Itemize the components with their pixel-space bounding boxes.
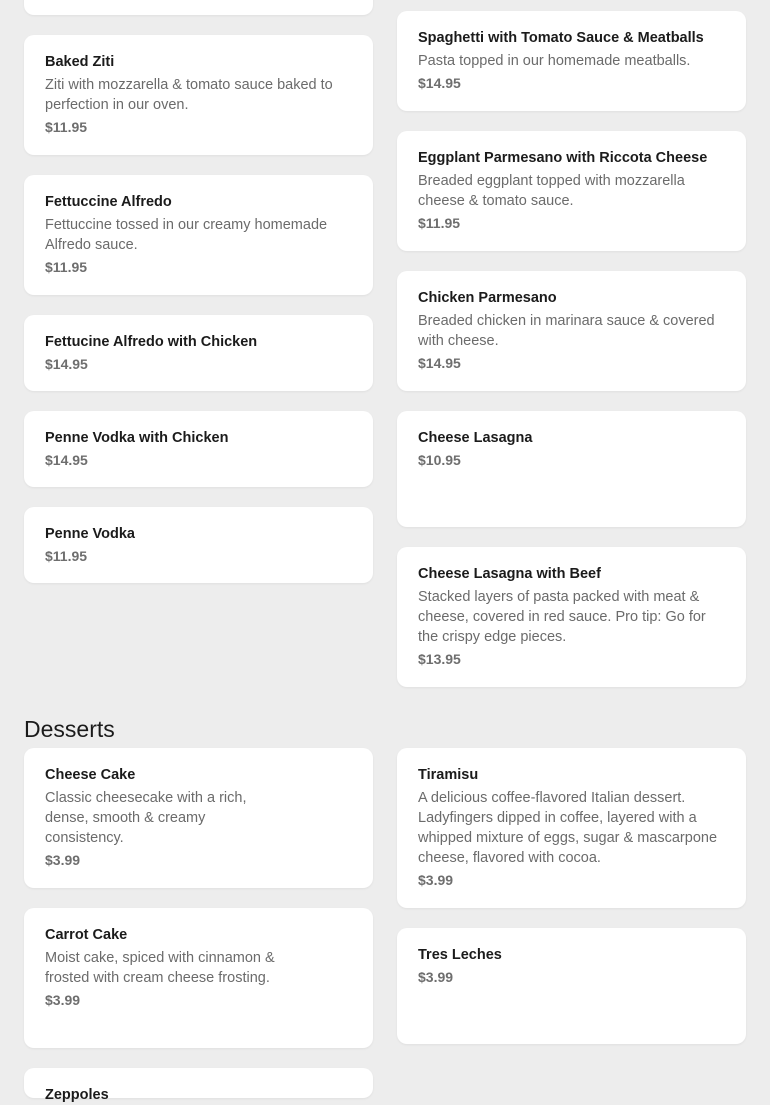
item-price: $11.95	[45, 548, 88, 564]
item-name: Zeppoles	[45, 1087, 109, 1103]
menu-item-baked-ziti[interactable]	[24, 35, 373, 155]
item-name: Eggplant Parmesano with Riccota Cheese	[418, 150, 708, 166]
item-description: Ziti with mozzarella & tomato sauce baked to perfection in our oven.	[45, 77, 333, 113]
item-description: A delicious coffee-flavored Italian dessert. Ladyfingers dipped in coffee, layered with a whipped mixture of eggs, sugar & mascarpone cheese, flavored with cocoa.	[418, 790, 718, 866]
item-price: $14.95	[418, 75, 461, 91]
item-price: $10.95	[418, 452, 461, 468]
item-name: Carrot Cake	[45, 927, 128, 943]
item-price: $3.99	[45, 992, 81, 1008]
section-title-desserts: Desserts	[24, 716, 115, 742]
menu-item-carrot-cake[interactable]	[24, 908, 373, 1048]
item-description: Breaded chicken in marinara sauce & covered with cheese.	[418, 313, 715, 349]
item-name: Spaghetti with Tomato Sauce & Meatballs	[418, 30, 704, 46]
item-price: $13.95	[418, 651, 461, 667]
item-price: $3.99	[418, 969, 454, 985]
item-price: $14.95	[418, 355, 461, 371]
item-description: Pasta topped in our homemade meatballs.	[418, 53, 691, 69]
menu-item-tiramisu[interactable]	[397, 748, 746, 908]
item-description: Moist cake, spiced with cinnamon & frosted with cream cheese frosting.	[45, 950, 275, 986]
item-price: $14.95	[45, 356, 88, 372]
item-name: Cheese Lasagna with Beef	[418, 566, 601, 582]
item-name: Chicken Parmesano	[418, 290, 557, 306]
item-price: $11.95	[418, 215, 461, 231]
menu-item-card[interactable]	[24, 0, 373, 15]
item-name: Baked Ziti	[45, 54, 115, 70]
menu-item-cheese-lasagna-beef[interactable]	[397, 547, 746, 687]
item-description: Breaded eggplant topped with mozzarella cheese & tomato sauce.	[418, 173, 685, 209]
menu-item-zeppoles[interactable]	[24, 1068, 373, 1103]
item-name: Penne Vodka	[45, 526, 135, 542]
item-price: $11.95	[45, 259, 88, 275]
item-name: Fettucine Alfredo with Chicken	[45, 334, 258, 350]
item-price: $14.95	[45, 452, 88, 468]
menu-item-tres-leches[interactable]	[397, 928, 746, 1044]
menu-item-cheese-cake[interactable]	[24, 748, 373, 888]
item-description: Stacked layers of pasta packed with meat & cheese, covered in red sauce. Pro tip: Go for the crispy edge pieces.	[418, 589, 706, 645]
menu-item-fettucine-alfredo-chicken[interactable]	[24, 315, 373, 391]
item-price: $3.99	[45, 852, 81, 868]
menu-item-chicken-parmesano[interactable]	[397, 271, 746, 391]
item-description: Fettuccine tossed in our creamy homemade Alfredo sauce.	[45, 217, 328, 253]
item-price: $11.95	[45, 119, 88, 135]
item-name: Cheese Lasagna	[418, 430, 533, 446]
menu-item-eggplant-parmesano[interactable]	[397, 131, 746, 251]
menu-item-penne-vodka[interactable]	[24, 507, 373, 583]
item-name: Fettuccine Alfredo	[45, 194, 172, 210]
item-name: Penne Vodka with Chicken	[45, 430, 229, 446]
item-name: Tres Leches	[418, 947, 502, 963]
menu-item-fettuccine-alfredo[interactable]	[24, 175, 373, 295]
item-name: Tiramisu	[418, 767, 479, 783]
menu-item-spaghetti-meatballs[interactable]	[397, 11, 746, 111]
menu-item-penne-vodka-chicken[interactable]	[24, 411, 373, 487]
item-description: Classic cheesecake with a rich, dense, smooth & creamy consistency.	[45, 790, 247, 846]
menu-item-cheese-lasagna[interactable]	[397, 411, 746, 527]
item-name: Cheese Cake	[45, 767, 136, 783]
item-price: $3.99	[418, 872, 454, 888]
